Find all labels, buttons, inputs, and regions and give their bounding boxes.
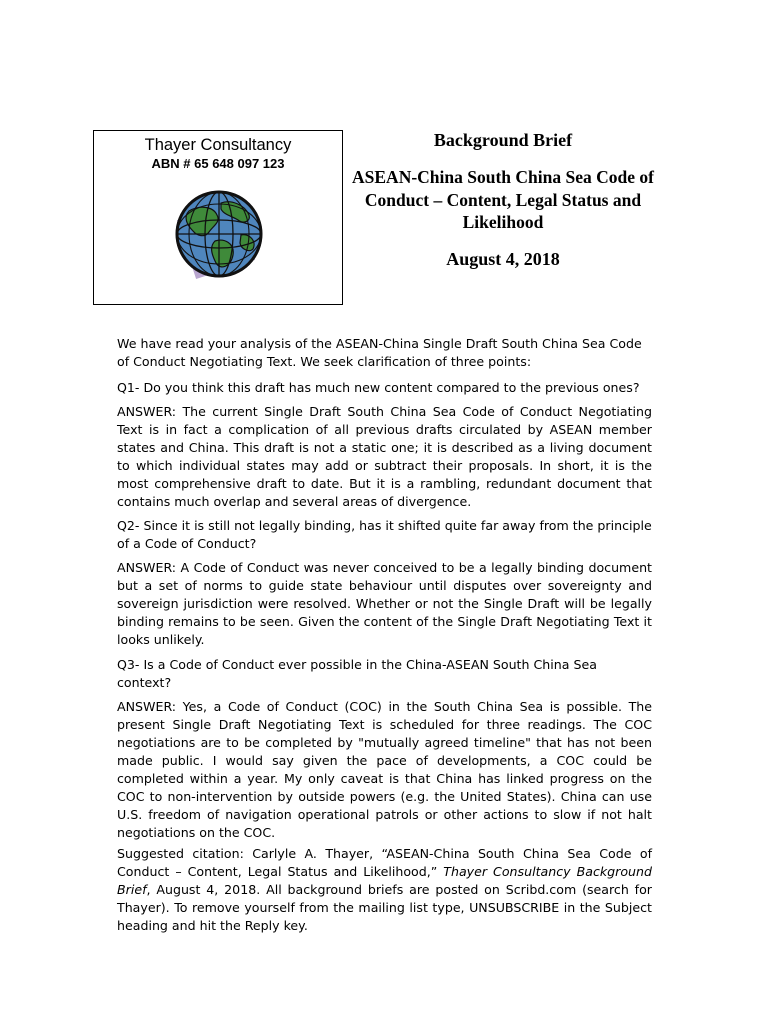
brief-title: Background Brief bbox=[433, 130, 573, 150]
citation-publication: Thayer Consultancy Background Brief bbox=[117, 864, 652, 897]
company-name: Thayer Consultancy bbox=[144, 136, 292, 154]
qa-block-1 bbox=[117, 379, 652, 517]
answer-3: ANSWER: Yes, a Code of Conduct (COC) in the South China Sea is possible. The present Single Draft Negotiating Text is scheduled for three readings. The COC negotiations are to be completed by "mutually agreed timeline" that has not been made public. I would say given the pace of developments, a COC could be completed within a year. My only caveat is that China has linked progress on the COC to non-intervention by outside powers (e.g. the United States). China can use U.S. freedom of navigation operational patrols or other actions to slow if not halt negotiations on the COC. bbox=[117, 699, 652, 840]
brief-subtitle: ASEAN-China South China Sea Code of Conduct – Content, Legal Status and Likelihood bbox=[352, 167, 654, 232]
question-1: Q1- Do you think this draft has much new content compared to the previous ones? bbox=[117, 380, 640, 395]
intro-text: We have read your analysis of the ASEAN-China Single Draft South China Sea Code of Conduct Negotiating Text. We seek clarification of three points: bbox=[117, 336, 642, 369]
company-abn: ABN # 65 648 097 123 bbox=[151, 156, 285, 171]
company-logo-box bbox=[93, 130, 343, 305]
intro-paragraph bbox=[117, 335, 652, 377]
question-2: Q2- Since it is still not legally binding, has it shifted quite far away from the principle of a Code of Conduct? bbox=[117, 518, 652, 551]
citation-text-2: , August 4, 2018. All background briefs are posted on Scribd.com (search for Thayer). To remove yourself from the mailing list type, UNSUBSCRIBE in the Subject heading and hit the Reply key. bbox=[117, 882, 652, 933]
brief-date: August 4, 2018 bbox=[446, 249, 560, 269]
qa-block-2 bbox=[117, 517, 652, 655]
citation-text-1: Suggested citation: Carlyle A. Thayer, “ASEAN-China South China Sea Code of Conduct – Content, Legal Status and Likelihood,” bbox=[117, 846, 652, 879]
qa-block-3 bbox=[117, 656, 652, 848]
globe-icon bbox=[169, 189, 274, 294]
answer-2: ANSWER: A Code of Conduct was never conceived to be a legally binding document but a set of norms to guide state behaviour until disputes over sovereignty and sovereign jurisdiction were resolved. Whether or not the Single Draft will be legally binding remains to be seen. Given the content of the Single Draft Negotiating Text it looks unlikely. bbox=[117, 560, 652, 647]
answer-1: ANSWER: The current Single Draft South China Sea Code of Conduct Negotiating Text is in fact a complication of all previous drafts circulated by ASEAN member states and China. This draft is not a static one; it is described as a living document to which individual states may add or subtract their proposals. In short, it is the most comprehensive draft to date. But it is a rambling, redundant document that contains much overlap and several areas of divergence. bbox=[117, 404, 652, 509]
suggested-citation bbox=[117, 845, 652, 935]
question-3: Q3- Is a Code of Conduct ever possible in the China-ASEAN South China Sea context? bbox=[117, 657, 597, 690]
